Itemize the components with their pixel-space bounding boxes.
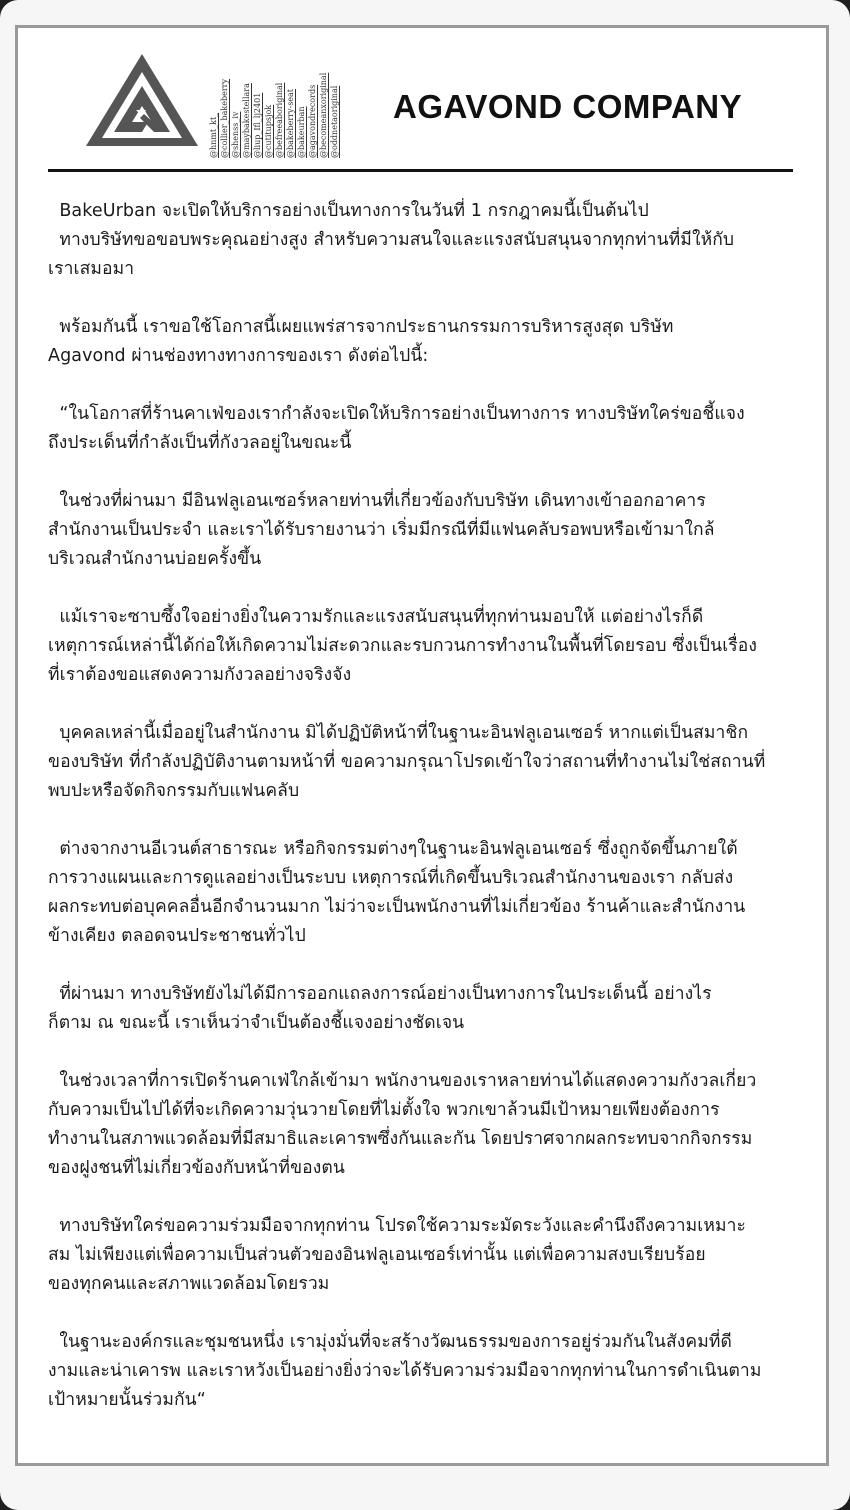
paragraph-line: BakeUrban จะเปิดให้บริการอย่างเป็นทางการในวันที่ 1 กรกฎาคมนี้เป็นต้นไป — [48, 201, 649, 221]
statement-paragraph — [48, 1328, 796, 1415]
statement-paragraph — [48, 1212, 796, 1299]
statement-paragraph — [48, 719, 796, 806]
paragraph-line: ทางบริษัทขอขอบพระคุณอย่างสูง สำหรับความสนใจและแรงสนับสนุนจากทุกท่านที่มีให้กับ — [48, 230, 735, 250]
paragraph-line: ในฐานะองค์กรและชุมชนหนึ่ง เรามุ่งมั่นที่จะสร้างวัฒนธรรมของการอยู่ร่วมกันในสังคมที่ดี — [48, 1332, 732, 1352]
social-handle: @maybakestellara — [242, 83, 251, 158]
social-handle: @bakeberry-seat — [286, 88, 295, 158]
paragraph-line: สม ไม่เพียงแต่เพื่อความเป็นส่วนตัวของอินฟลูเอนเซอร์เท่านั้น แต่เพื่อความสงบเรียบร้อย — [48, 1245, 706, 1265]
paragraph-line: บริเวณสำนักงานบ่อยครั้งขึ้น — [48, 549, 262, 569]
paragraph-line: ที่เราต้องขอแสดงความกังวลอย่างจริงจัง — [48, 665, 352, 685]
paragraph-line: เหตุการณ์เหล่านี้ได้ก่อให้เกิดความไม่สะดวกและรบกวนการทำงานในพื้นที่โดยรอบ ซึ่งเป็นเรื่อง — [48, 636, 758, 656]
paragraph-line: ในช่วงที่ผ่านมา มีอินฟลูเอนเซอร์หลายท่านที่เกี่ยวข้องกับบริษัท เดินทางเข้าออกอาคาร — [48, 491, 706, 511]
letterhead — [48, 48, 793, 172]
paragraph-line: งามและน่าเคารพ และเราหวังเป็นอย่างยิ่งว่าจะได้รับความร่วมมือจากทุกท่านในการดำเนินตาม — [48, 1361, 762, 1381]
social-handle: @becomeanxoriginal — [319, 72, 328, 158]
paragraph-line: ถึงประเด็นที่กำลังเป็นที่กังวลอยู่ในขณะนี้ — [48, 433, 352, 453]
social-handle: @shenss_iv — [231, 111, 240, 158]
company-name: AGAVOND COMPANY — [393, 88, 743, 125]
paragraph-line: ก็ตาม ณ ขณะนี้ เราเห็นว่าจำเป็นต้องชี้แจงอย่างชัดเจน — [48, 1013, 465, 1033]
statement-paragraph — [48, 1067, 796, 1183]
paragraph-line: ที่ผ่านมา ทางบริษัทยังไม่ได้มีการออกแถลงการณ์อย่างเป็นทางการในประเด็นนี้ อย่างไร — [48, 984, 712, 1004]
paragraph-line: เป้าหมายนั้นร่วมกัน“ — [48, 1390, 206, 1410]
social-handles — [208, 58, 378, 158]
paragraph-line: ในช่วงเวลาที่การเปิดร้านคาเฟ่ใกล้เข้ามา พนักงานของเราหลายท่านได้แสดงความกังวลเกี่ยว — [48, 1071, 757, 1091]
social-handle: @agavondrecords — [308, 84, 317, 158]
social-handle: @bakeurban — [297, 106, 306, 158]
social-handle: @befreeaboriginal — [275, 82, 284, 158]
social-handle: @cutitupsjok — [264, 104, 273, 158]
statement-paragraph — [48, 603, 796, 690]
paragraph-line: กับความเป็นไปได้ที่จะเกิดความวุ่นวายโดยที่ไม่ตั้งใจ พวกเขาล้วนมีเป้าหมายเพียงต้องการ — [48, 1100, 720, 1120]
statement-paragraph — [48, 197, 796, 284]
social-handle: @hnmt_kt_ — [209, 112, 218, 158]
paragraph-line: ผลกระทบต่อบุคคลอื่นอีกจำนวนมาก ไม่ว่าจะเป็นพนักงานที่ไม่เกี่ยวข้อง ร้านค้าและสำนักงาน — [48, 897, 746, 917]
paragraph-line: บุคคลเหล่านี้เมื่ออยู่ในสำนักงาน มิได้ปฏิบัติหน้าที่ในฐานะอินฟลูเอนเซอร์ หากแต่เป็นสมาชิก — [48, 723, 749, 743]
paragraph-line: ทำงานในสภาพแวดล้อมที่มีสมาธิและเคารพซึ่งกันและกัน โดยปราศจากผลกระทบจากกิจกรรม — [48, 1129, 753, 1149]
social-handle: @liup_Ifl_lj2401 — [253, 92, 262, 158]
statement-paragraph — [48, 980, 796, 1038]
paragraph-line: ของทุกคนและสภาพแวดล้อมโดยรวม — [48, 1274, 330, 1294]
paragraph-line: พบปะหรือจัดกิจกรรมกับแฟนคลับ — [48, 781, 300, 801]
statement-paragraph — [48, 313, 796, 371]
paragraph-line: “ในโอกาสที่ร้านคาเฟ่ของเรากำลังจะเปิดให้บริการอย่างเป็นทางการ ทางบริษัทใคร่ขอชี้แจง — [48, 404, 745, 424]
paragraph-line: ข้างเคียง ตลอดจนประชาชนทั่วไป — [48, 926, 306, 946]
paragraph-line: พร้อมกันนี้ เราขอใช้โอกาสนี้เผยแพร่สารจากประธานกรรมการบริหารสูงสุด บริษัท — [48, 317, 674, 337]
statement-paragraph — [48, 487, 796, 574]
paragraph-line: สำนักงานเป็นประจำ และเราได้รับรายงานว่า เริ่มมีกรณีที่มีแฟนคลับรอพบหรือเข้ามาใกล้ — [48, 520, 715, 540]
paragraph-line: เราเสมอมา — [48, 259, 135, 279]
social-handle: @oddnetaoriginal — [330, 85, 339, 158]
statement-paragraph — [48, 400, 796, 458]
header-divider — [48, 169, 793, 172]
statement-paragraph — [48, 835, 796, 951]
paragraph-line: Agavond ผ่านช่องทางทางการของเรา ดังต่อไปนี้: — [48, 346, 429, 366]
social-handle: @collier_bakeberry — [220, 78, 229, 158]
paragraph-line: ต่างจากงานอีเวนต์สาธารณะ หรือกิจกรรมต่างๆในฐานะอินฟลูเอนเซอร์ ซึ่งถูกจัดขึ้นภายใต้ — [48, 839, 738, 859]
paragraph-line: การวางแผนและการดูแลอย่างเป็นระบบ เหตุการณ์ที่เกิดขึ้นบริเวณสำนักงานของเรา กลับส่ง — [48, 868, 734, 888]
agavond-logo-icon — [84, 52, 200, 148]
paragraph-line: ของบริษัท ที่กำลังปฏิบัติงานตามหน้าที่ ขอความกรุณาโปรดเข้าใจว่าสถานที่ทำงานไม่ใช่สถานที่ — [48, 752, 766, 772]
paragraph-line: แม้เราจะซาบซึ้งใจอย่างยิ่งในความรักและแรงสนับสนุนที่ทุกท่านมอบให้ แต่อย่างไรก็ดี — [48, 607, 704, 627]
paragraph-line: ของฝูงชนที่ไม่เกี่ยวข้องกับหน้าที่ของตน — [48, 1158, 345, 1178]
statement-body — [48, 197, 796, 1444]
paragraph-line: ทางบริษัทใคร่ขอความร่วมมือจากทุกท่าน โปรดใช้ความระมัดระวังและคำนึงถึงความเหมาะ — [48, 1216, 747, 1236]
